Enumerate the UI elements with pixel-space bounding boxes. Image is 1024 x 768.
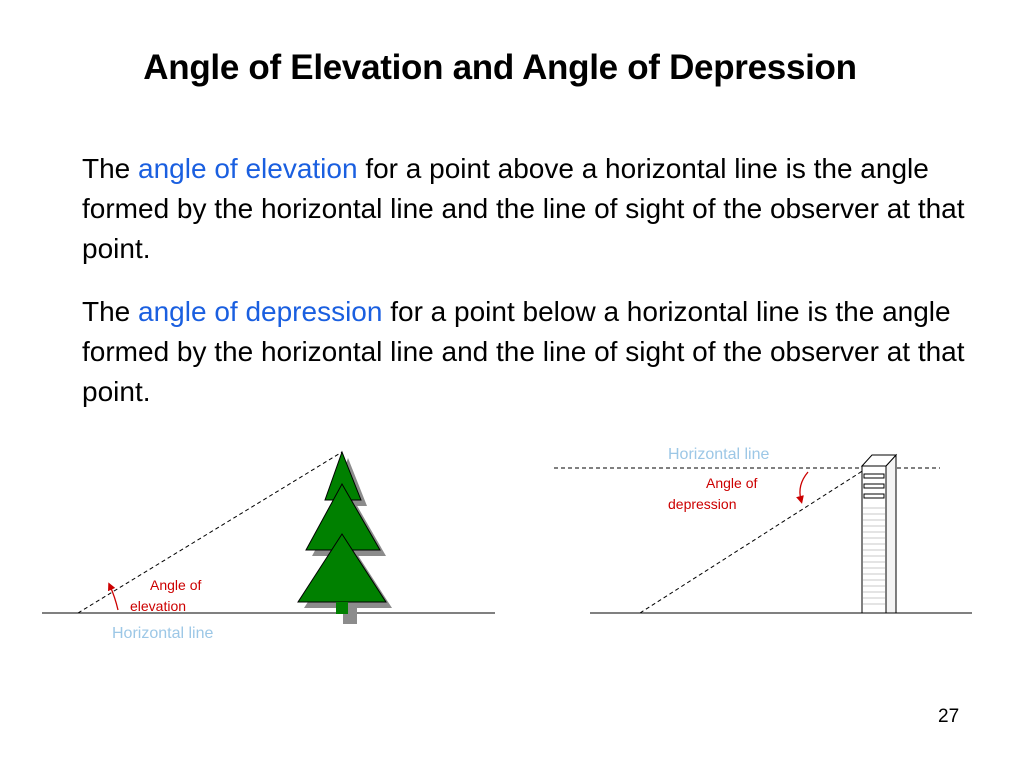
elevation-angle-label-line2: elevation: [130, 598, 187, 614]
slide-title: Angle of Elevation and Angle of Depression: [143, 48, 857, 87]
building-icon: [862, 455, 896, 613]
paragraph-prefix: The: [82, 296, 139, 327]
elevation-horizontal-label: Horizontal line: [112, 625, 214, 642]
term-angle-of-elevation: angle of elevation: [138, 153, 358, 184]
line-of-sight-elevation: [78, 452, 342, 613]
depression-angle-label-line2: depression: [668, 496, 737, 512]
line-of-sight-depression: [640, 470, 864, 613]
depression-figure: [554, 446, 972, 613]
paragraph-body: for a point below a horizontal line is the angle formed by the horizontal line and the line of sight of the observer at that point.: [82, 296, 965, 407]
term-angle-of-depression: angle of depression: [138, 296, 383, 327]
depression-horizontal-label: Horizontal line: [668, 446, 770, 463]
depression-angle-arrow: [800, 472, 808, 500]
paragraph-prefix: The: [82, 153, 139, 184]
elevation-angle-label-line1: Angle of: [150, 577, 202, 593]
depression-angle-label-line1: Angle of: [706, 475, 758, 491]
paragraph-body: for a point above a horizontal line is the angle formed by the horizontal line and the line of sight of the observer at that point.: [82, 153, 965, 264]
page-number: 27: [938, 706, 960, 727]
tree-icon: [298, 452, 386, 614]
elevation-figure: [42, 452, 495, 642]
